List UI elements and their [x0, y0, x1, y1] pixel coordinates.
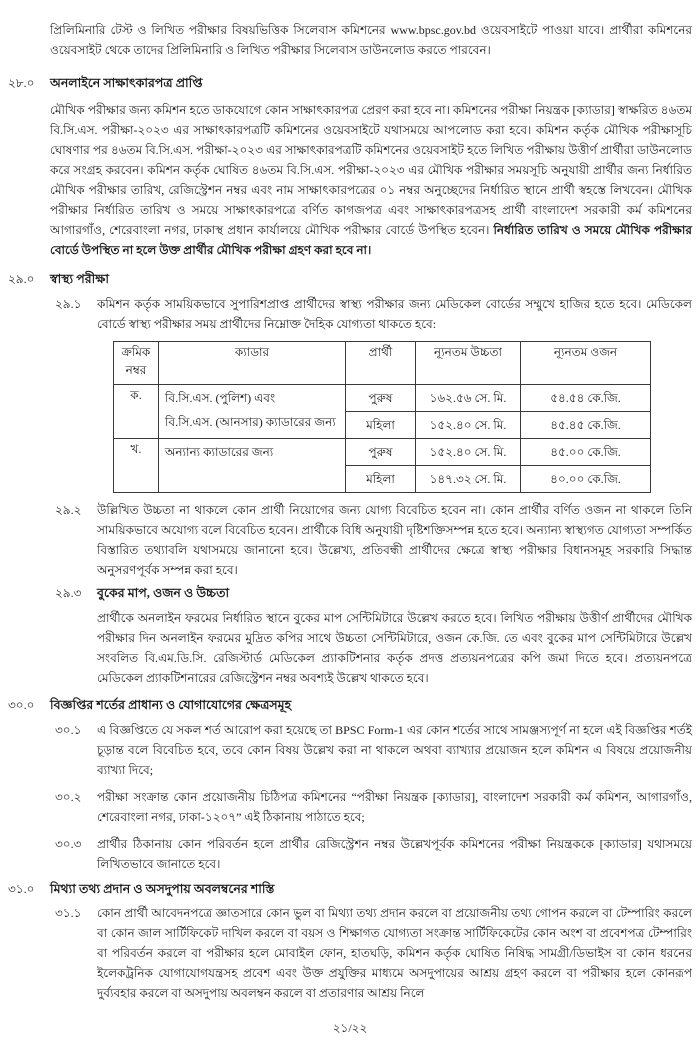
- table-cell-weight: ৪৫.০০ কে.জি.: [521, 439, 651, 466]
- table-cell-weight: ৫৪.৫৪ কে.জি.: [521, 385, 651, 412]
- section-29-number: ২৯.০: [8, 272, 35, 286]
- subsection-29-3-number: ২৯.৩: [55, 586, 82, 600]
- subsection-29-3-title: বুকের মাপ, ওজন ও উচ্চতা: [97, 586, 230, 600]
- subsection-30-2-paragraph: পরীক্ষা সংক্রান্ত কোন প্রয়োজনীয় চিঠিপত্র কমিশনের “পরীক্ষা নিয়ন্ত্রক [ক্যাডার], বাংলাদেশ সরকারী কর্ম কমিশন, আগারগাঁও, শেরেবাংলা নগর, ঢাকা-১২০৭” এই ঠিকানায় পাঠাতে হবে;: [97, 790, 692, 824]
- table-cell-cadre-b: [159, 439, 346, 493]
- table-cell-gender: পুরুষ: [346, 385, 416, 412]
- subsection-31-1-row: [0, 903, 700, 1003]
- table-row: [114, 439, 651, 466]
- subsection-30-3-number: ৩০.৩: [55, 837, 82, 851]
- section-28-paragraph-bold: নির্ধারিত তারিখ ও সময়ে মৌখিক পরীক্ষার বোর্ডে উপস্থিত না হলে উক্ত প্রার্থীর মৌখিক পরীক্ষা গ্রহণ করা হবে না।: [50, 223, 692, 257]
- table-header-serial: ক্রমিক নম্বর: [114, 342, 159, 385]
- table-row: [114, 385, 651, 412]
- section-30-title: বিজ্ঞপ্তির শর্তের প্রাধান্য ও যোগাযোগের ক্ষেত্রসমূহ: [50, 698, 292, 712]
- intro-block: [0, 20, 700, 60]
- table-cell-gender: পুরুষ: [346, 439, 416, 466]
- table-cell-weight: ৪০.০০ কে.জি.: [521, 466, 651, 493]
- subsection-29-3-body-row: [0, 608, 700, 688]
- cadre-a-line1: বি.সি.এস. (পুলিশ) এবং: [165, 391, 276, 405]
- table-cell-serial-a: ক.: [114, 385, 159, 439]
- section-29-title: স্বাস্থ্য পরীক্ষা: [50, 272, 109, 286]
- health-table-wrapper: [0, 341, 700, 493]
- table-cell-weight: ৪৫.৪৫ কে.জি.: [521, 412, 651, 439]
- cadre-b-line1: অন্যান্য ক্যাডারের জন্য: [165, 445, 274, 459]
- subsection-29-2-row: [0, 500, 700, 580]
- intro-paragraph: প্রিলিমিনারি টেস্ট ও লিখিত পরীক্ষার বিষয়ভিত্তিক সিলেবাস কমিশনের www.bpsc.gov.bd ওয়েবসাইটে পাওয়া যাবে। প্রার্থীরা কমিশনের ওয়েবসাইট থেকে তাদের প্রিলিমিনারি ও লিখিত পরীক্ষার সিলেবাস ডাউনলোড করতে পারবেন।: [50, 23, 692, 57]
- subsection-30-3-paragraph: প্রার্থীর ঠিকানায় কোন পরিবর্তন হলে প্রার্থীর রেজিস্ট্রেশন নম্বর উল্লেখপূর্বক কমিশনের পরীক্ষা নিয়ন্ত্রককে [ক্যাডার] যথাসময়ে লিখিতভাবে জানাতে হবে।: [97, 837, 692, 871]
- cadre-a-line2: বি.সি.এস. (আনসার) ক্যাডারের জন্য: [165, 415, 336, 429]
- subsection-30-1-paragraph: এ বিজ্ঞপ্তিতে যে সকল শর্ত আরোপ করা হয়েছে তা BPSC Form-1 এর কোন শর্তের সাথে সামঞ্জস্যপূর্ণ না হলে এই বিজ্ঞপ্তির শর্তই চূড়ান্ত বলে বিবেচিত হবে, তবে কোন বিষয় উল্লেখ করা না থাকলে অথবা ব্যাখ্যার প্রয়োজন হলে কমিশন এ বিষয়ে প্রয়োজনীয় ব্যাখ্যা দিবে;: [97, 723, 692, 777]
- section-31-heading-row: [0, 879, 700, 899]
- subsection-31-1-number: ৩১.১: [55, 906, 82, 920]
- subsection-31-1-paragraph: কোন প্রার্থী আবেদনপত্রে জ্ঞাতসারে কোন ভুল বা মিথ্যা তথ্য প্রদান করলে বা প্রয়োজনীয় তথ্য গোপন করলে বা টেম্পারিং করলে বা কোন জাল সার্টিফিকেট দাখিল করলে বা বয়স ও শিক্ষাগত যোগ্যতা সংক্রান্ত সার্টিফিকেটের কোন অংশ বা প্রবেশপত্র টেম্পারিং বা পরিবর্তন করলে বা পরীক্ষার হলে মোবাইল ফোন, হাতঘড়ি, কমিশন কর্তৃক ঘোষিত নিষিদ্ধ সামগ্রী/ডিভাইস বা কোন ধরনের ইলেকট্রনিক যোগাযোগযন্ত্রসহ প্রবেশ এবং উক্ত প্রযুক্তির মাধ্যমে অসদুপায়ের আশ্রয় গ্রহণ করলে বা পরীক্ষার হলে কোনরূপ দুর্ব্যবহার করলে বা অসদুপায় অবলম্বন করলে বা প্রতারণার আশ্রয় নিলে: [97, 906, 692, 1000]
- section-28-paragraph: [50, 100, 692, 260]
- section-28-paragraph-text: মৌখিক পরীক্ষার জন্য কমিশন হতে ডাকযোগে কোন সাক্ষাৎকারপত্র প্রেরণ করা হবে না। কমিশনের পরীক্ষা নিয়ন্ত্রক [ক্যাডার] স্বাক্ষরিত ৪৬তম বি.সি.এস. পরীক্ষা-২০২৩ এর সাক্ষাৎকারপত্রটি কমিশনের ওয়েবসাইটে যথাসময়ে আপলোড করা হবে। কমিশন কর্তৃক মৌখিক পরীক্ষাসূচি ঘোষণার পর ৪৬তম বি.সি.এস. পরীক্ষা-২০২৩ এর সাক্ষাৎকারপত্রটি কমিশনের ওয়েবসাইট হতে লিখিত পরীক্ষায় উত্তীর্ণ প্রার্থীরা ডাউনলোড করে সংগ্রহ করবেন। কমিশন কর্তৃক ঘোষিত ৪৬তম বি.সি.এস. পরীক্ষা-২০২৩ এর মৌখিক পরীক্ষার সময়সূচি অনুযায়ী প্রার্থীর জন্য নির্ধারিত মৌখিক পরীক্ষার তারিখ, রেজিস্ট্রেশন নম্বর এবং নাম সাক্ষাৎকারপত্রের ০১ নম্বর অনুচ্ছেদের নির্ধারিত স্থানে প্রার্থী স্বহস্তে লিখবেন। মৌখিক পরীক্ষার নির্ধারিত তারিখ ও সময়ে সাক্ষাৎকারপত্রে বর্ণিত কাগজপত্র এবং সাক্ষাৎকারপত্রসহ প্রার্থী বাংলাদেশ সরকারী কর্ম কমিশনের আগারগাঁও, শেরেবাংলা নগর, ঢাকাস্থ প্রধান কার্যালয়ে মৌখিক পরীক্ষার বোর্ডে উপস্থিত হবেন।: [50, 103, 692, 237]
- table-header-candidate: প্রার্থী: [346, 342, 416, 385]
- table-cell-gender: মহিলা: [346, 412, 416, 439]
- section-28-title: অনলাইনে সাক্ষাৎকারপত্র প্রাপ্তি: [50, 76, 203, 90]
- physical-qualification-table: [113, 341, 651, 493]
- table-cell-height: ১৬২.৫৬ সে. মি.: [416, 385, 521, 412]
- subsection-30-1-number: ৩০.১: [55, 723, 82, 737]
- subsection-29-2-paragraph: উল্লিখিত উচ্চতা না থাকলে কোন প্রার্থী নিয়োগের জন্য যোগ্য বিবেচিত হবেন না। কোন প্রার্থীর বর্ণিত ওজন না থাকলে তিনি সাময়িকভাবে অযোগ্য বলে বিবেচিত হবেন। প্রার্থীকে বিধি অনুযায়ী দৃষ্টিশক্তিসম্পন্ন হতে হবে। অন্যান্য স্বাস্থ্যগত যোগ্যতা সম্পর্কিত বিস্তারিত তথ্যাবলি যথাসময়ে জানানো হবে। উল্লেখ্য, প্রতিবন্ধী প্রার্থীদের ক্ষেত্রে স্বাস্থ্য পরীক্ষার বিধানসমূহ সরকারি সিদ্ধান্ত অনুসরণপূর্বক সম্পন্ন করা হবে।: [97, 503, 692, 577]
- section-31-title: মিথ্যা তথ্য প্রদান ও অসদুপায় অবলম্বনের শাস্তি: [50, 882, 275, 896]
- table-cell-height: ১৪৭.৩২ সে. মি.: [416, 466, 521, 493]
- subsection-29-3-paragraph: প্রার্থীকে অনলাইন ফরমের নির্ধারিত স্থানে বুকের মাপ সেন্টিমিটারে উল্লেখ করতে হবে। লিখিত পরীক্ষায় উত্তীর্ণ প্রার্থীদের মৌখিক পরীক্ষার দিন অনলাইন ফরমের মুদ্রিত কপির সাথে উচ্চতা সেন্টিমিটারে, ওজন কে.জি. তে এবং বুকের মাপ সেন্টিমিটারে উল্লেখ সংবলিত বি.এম.ডি.সি. রেজিস্টার্ড মেডিকেল প্র্যাকটিশনার কর্তৃক প্রদত্ত প্রত্যয়নপত্রের কপি জমা দিতে হবে। প্রত্যয়নপত্রে মেডিকেল প্র্যাকটিশনারের রেজিস্ট্রেশন নম্বর অবশ্যই উল্লেখ থাকতে হবে।: [97, 611, 692, 685]
- subsection-30-3-row: [0, 834, 700, 874]
- table-cell-serial-b: খ.: [114, 439, 159, 493]
- table-header-cadre: ক্যাডার: [159, 342, 346, 385]
- subsection-29-1-number: ২৯.১: [55, 297, 82, 311]
- section-31-number: ৩১.০: [8, 882, 35, 896]
- subsection-29-1-paragraph: কমিশন কর্তৃক সাময়িকভাবে সুপারিশপ্রাপ্ত প্রার্থীদের স্বাস্থ্য পরীক্ষার জন্য মেডিকেল বোর্ডের সম্মুখে হাজির হতে হবে। মেডিকেল বোর্ডে স্বাস্থ্য পরীক্ষার সময় প্রার্থীদের নিম্নোক্ত দৈহিক যোগ্যতা থাকতে হবে:: [97, 297, 692, 331]
- subsection-29-2-number: ২৯.২: [55, 503, 82, 517]
- table-header-row: [114, 342, 651, 385]
- page-number: ২১/২২: [332, 1021, 368, 1035]
- section-30-heading-row: [0, 695, 700, 715]
- subsection-29-3-heading-row: [0, 583, 700, 603]
- subsection-30-2-number: ৩০.২: [55, 790, 82, 804]
- section-28-heading-row: [0, 73, 700, 93]
- section-28-body-row: [0, 100, 700, 260]
- section-30-number: ৩০.০: [8, 698, 35, 712]
- table-header-min-weight: ন্যূনতম ওজন: [521, 342, 651, 385]
- subsection-29-1-row: [0, 294, 700, 334]
- table-cell-cadre-a: [159, 385, 346, 439]
- section-28-number: ২৮.০: [8, 76, 35, 90]
- section-29-heading-row: [0, 269, 700, 289]
- table-cell-gender: মহিলা: [346, 466, 416, 493]
- table-cell-height: ১৫২.৪০ সে. মি.: [416, 439, 521, 466]
- table-header-min-height: ন্যূনতম উচ্চতা: [416, 342, 521, 385]
- subsection-30-1-row: [0, 720, 700, 780]
- table-cell-height: ১৫২.৪০ সে. মি.: [416, 412, 521, 439]
- subsection-30-2-row: [0, 787, 700, 827]
